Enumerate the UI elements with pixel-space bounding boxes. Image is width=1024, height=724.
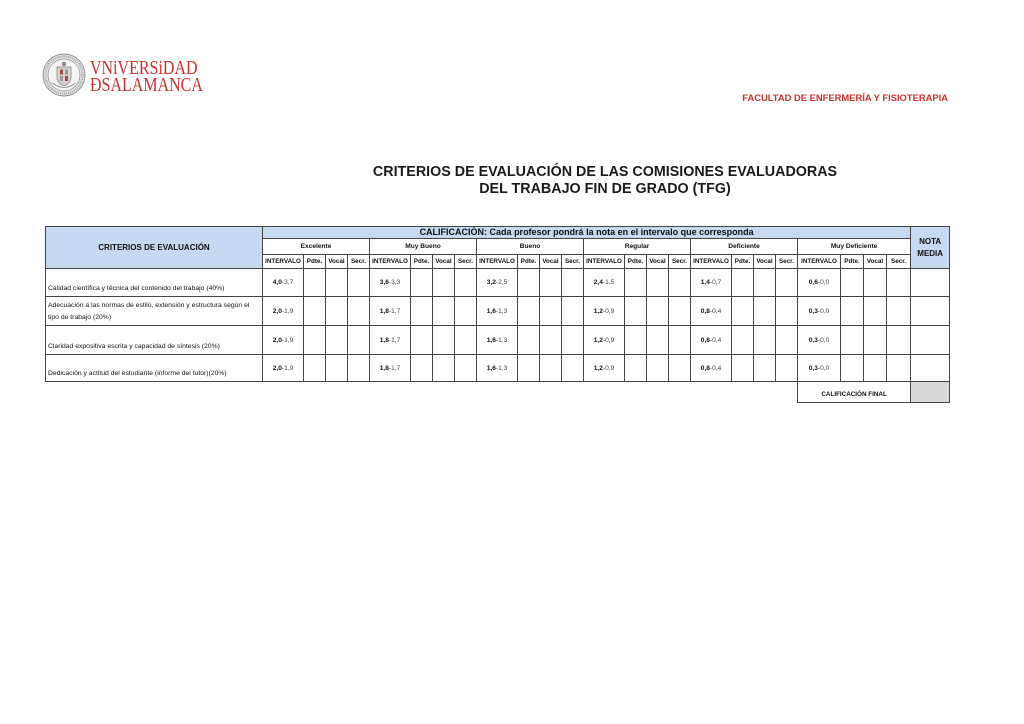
level-header-muy-bueno: Muy Bueno	[370, 239, 477, 255]
final-row-spacer	[46, 382, 798, 403]
grade-cell-secr	[669, 355, 691, 382]
subcolumn-header-pdte: Pdte.	[518, 255, 540, 269]
grade-cell-secr	[455, 297, 477, 326]
table-header	[46, 227, 950, 269]
interval-upper-value: 1,6	[486, 336, 496, 344]
grade-cell-secr	[776, 297, 798, 326]
subcolumn-header-secr: Secr.	[348, 255, 370, 269]
grade-cell-pdte	[732, 326, 754, 355]
grade-cell-secr	[348, 269, 370, 297]
subcolumn-header-vocal: Vocal	[433, 255, 455, 269]
grade-cell-pdte	[732, 269, 754, 297]
subcolumn-header-pdte: Pdte.	[625, 255, 647, 269]
grade-cell-pdte	[625, 269, 647, 297]
document-title	[355, 164, 855, 198]
interval-lower-value: -0,0	[817, 279, 830, 286]
interval-lower-value: -1,5	[602, 279, 615, 286]
grade-cell-vocal	[540, 355, 562, 382]
grade-cell-vocal	[433, 355, 455, 382]
interval-lower-value: -1,7	[388, 307, 401, 315]
interval-lower-value: -0,4	[709, 336, 722, 344]
grade-cell-vocal	[647, 326, 669, 355]
interval-cell	[798, 326, 841, 355]
level-header-excelente: Excelente	[263, 239, 370, 255]
grade-cell-pdte	[304, 326, 326, 355]
interval-cell	[798, 269, 841, 297]
calificacion-header: CALIFICACIÓN: Cada profesor pondrá la nota en el intervalo que corresponda	[263, 227, 911, 239]
interval-cell	[263, 269, 304, 297]
grade-cell-pdte	[625, 297, 647, 326]
interval-cell	[477, 326, 518, 355]
grade-cell-vocal	[540, 297, 562, 326]
grade-cell-vocal	[433, 297, 455, 326]
grade-cell-secr	[669, 326, 691, 355]
grade-cell-secr	[455, 355, 477, 382]
grade-cell-secr	[887, 355, 911, 382]
final-grade-label: CALIFICACIÓN FINAL	[798, 382, 911, 403]
wordmark-line-2: ÐSALAMANCA	[90, 74, 203, 96]
grade-cell-vocal	[326, 355, 348, 382]
title-line-2: DEL TRABAJO FIN DE GRADO (TFG)	[479, 181, 731, 197]
nota-media-cell	[911, 355, 950, 382]
grade-cell-secr	[562, 297, 584, 326]
interval-cell	[370, 269, 411, 297]
grade-cell-vocal	[864, 326, 887, 355]
interval-cell	[584, 326, 625, 355]
interval-upper-value: 3,6	[379, 279, 389, 286]
interval-upper-value: 2,0	[272, 364, 282, 372]
interval-lower-value: -1,7	[388, 364, 401, 372]
nota-media-cell	[911, 326, 950, 355]
interval-upper-value: 2,4	[593, 279, 603, 286]
criteria-column-header: CRITERIOS DE EVALUACIÓN	[46, 227, 263, 269]
evaluation-criteria-table	[45, 226, 950, 403]
subcolumn-header-vocal: Vocal	[540, 255, 562, 269]
grade-cell-pdte	[841, 355, 864, 382]
interval-upper-value: 0,8	[700, 336, 710, 344]
interval-upper-value: 3,2	[486, 279, 496, 286]
interval-cell	[691, 297, 732, 326]
grade-cell-vocal	[754, 297, 776, 326]
grade-cell-secr	[887, 326, 911, 355]
interval-lower-value: -0,9	[602, 364, 615, 372]
interval-lower-value: -2,5	[495, 279, 508, 286]
interval-lower-value: -0,9	[602, 307, 615, 315]
grade-cell-pdte	[625, 355, 647, 382]
nota-media-header: NOTA MEDIA	[911, 227, 950, 269]
grade-cell-vocal	[433, 269, 455, 297]
interval-lower-value: -1,3	[495, 364, 508, 372]
subcolumn-header-secr: Secr.	[562, 255, 584, 269]
grade-cell-pdte	[732, 355, 754, 382]
title-line-1: CRITERIOS DE EVALUACIÓN DE LAS COMISIONES EVALUADORAS	[372, 164, 838, 180]
criterion-label: Adecuación a las normas de estilo, extensión y estructura según el tipo de trabajo (20%)	[46, 297, 263, 326]
subcolumn-header-vocal: Vocal	[864, 255, 887, 269]
interval-upper-value: 0,3	[808, 307, 818, 315]
interval-upper-value: 1,8	[379, 307, 389, 315]
interval-upper-value: 1,2	[593, 364, 603, 372]
final-grade-cell	[911, 382, 950, 403]
interval-cell	[584, 269, 625, 297]
interval-lower-value: -1,9	[281, 364, 294, 372]
grade-cell-vocal	[754, 269, 776, 297]
grade-cell-vocal	[647, 355, 669, 382]
subcolumn-header-intervalo: INTERVALO	[477, 255, 518, 269]
grade-cell-secr	[776, 355, 798, 382]
grade-cell-secr	[562, 355, 584, 382]
interval-lower-value: -1,3	[495, 336, 508, 344]
grade-cell-vocal	[433, 326, 455, 355]
interval-lower-value: -0,9	[602, 336, 615, 344]
interval-cell	[477, 269, 518, 297]
interval-lower-value: -3,3	[388, 279, 401, 286]
subcolumn-header-intervalo: INTERVALO	[691, 255, 732, 269]
grade-cell-pdte	[411, 269, 433, 297]
subcolumn-header-intervalo: INTERVALO	[370, 255, 411, 269]
grade-cell-pdte	[841, 326, 864, 355]
grade-cell-pdte	[304, 355, 326, 382]
interval-cell	[691, 355, 732, 382]
grade-cell-pdte	[304, 269, 326, 297]
grade-cell-pdte	[518, 297, 540, 326]
grade-cell-pdte	[841, 269, 864, 297]
interval-lower-value: -0,4	[709, 307, 722, 315]
level-header-bueno: Bueno	[477, 239, 584, 255]
interval-lower-value: -0,0	[817, 336, 830, 344]
criterion-label: Calidad científica y técnica del contenido del trabajo (40%)	[46, 269, 263, 297]
interval-lower-value: -1,7	[388, 336, 401, 344]
interval-cell	[691, 269, 732, 297]
subcolumn-header-secr: Secr.	[669, 255, 691, 269]
grade-cell-vocal	[864, 297, 887, 326]
interval-upper-value: 1,2	[593, 307, 603, 315]
grade-cell-secr	[669, 297, 691, 326]
interval-upper-value: 1,6	[486, 364, 496, 372]
interval-upper-value: 0,3	[808, 336, 818, 344]
grade-cell-secr	[669, 269, 691, 297]
interval-upper-value: 0,6	[808, 279, 818, 286]
final-grade-row	[46, 382, 950, 403]
interval-cell	[798, 355, 841, 382]
subcolumn-header-pdte: Pdte.	[732, 255, 754, 269]
grade-cell-pdte	[411, 297, 433, 326]
interval-lower-value: -1,9	[281, 336, 294, 344]
interval-upper-value: 1,2	[593, 336, 603, 344]
interval-upper-value: 1,6	[486, 307, 496, 315]
subcolumn-header-secr: Secr.	[776, 255, 798, 269]
grade-cell-pdte	[841, 297, 864, 326]
grade-cell-secr	[776, 326, 798, 355]
table-body	[46, 269, 950, 403]
grade-cell-vocal	[647, 297, 669, 326]
level-header-regular: Regular	[584, 239, 691, 255]
interval-lower-value: -1,9	[281, 307, 294, 315]
interval-lower-value: -3,7	[281, 279, 294, 286]
grade-cell-pdte	[518, 326, 540, 355]
interval-cell	[263, 326, 304, 355]
interval-upper-value: 1,4	[700, 279, 710, 286]
interval-lower-value: -0,7	[709, 279, 722, 286]
grade-cell-vocal	[864, 355, 887, 382]
header-row-calificacion	[46, 227, 950, 239]
interval-cell	[798, 297, 841, 326]
interval-upper-value: 2,0	[272, 336, 282, 344]
grade-cell-secr	[776, 269, 798, 297]
interval-cell	[370, 355, 411, 382]
criterion-label: Dedicación y actitud del estudiante (informe del tutor)(20%)	[46, 355, 263, 382]
faculty-name: FACULTAD DE ENFERMERÍA Y FISIOTERAPIA	[742, 92, 948, 103]
wordmark-line-1: VNiVERSiDAD	[90, 57, 198, 79]
nota-media-cell	[911, 297, 950, 326]
grade-cell-vocal	[326, 297, 348, 326]
grade-cell-pdte	[518, 269, 540, 297]
subcolumn-header-intervalo: INTERVALO	[263, 255, 304, 269]
subcolumn-header-pdte: Pdte.	[411, 255, 433, 269]
grade-cell-pdte	[518, 355, 540, 382]
interval-upper-value: 0,3	[808, 364, 818, 372]
interval-cell	[263, 355, 304, 382]
university-wordmark	[90, 57, 203, 96]
criterion-row	[46, 269, 950, 297]
interval-cell	[584, 355, 625, 382]
interval-lower-value: -0,0	[817, 307, 830, 315]
interval-upper-value: 2,0	[272, 307, 282, 315]
subcolumn-header-vocal: Vocal	[754, 255, 776, 269]
interval-lower-value: -0,4	[709, 364, 722, 372]
interval-upper-value: 0,8	[700, 364, 710, 372]
interval-cell	[477, 297, 518, 326]
grade-cell-secr	[348, 326, 370, 355]
grade-cell-secr	[348, 355, 370, 382]
subcolumn-header-intervalo: INTERVALO	[584, 255, 625, 269]
criterion-row	[46, 355, 950, 382]
criterion-row	[46, 297, 950, 326]
grade-cell-secr	[562, 269, 584, 297]
grade-cell-vocal	[326, 326, 348, 355]
interval-upper-value: 4,0	[272, 279, 282, 286]
interval-upper-value: 1,8	[379, 336, 389, 344]
grade-cell-pdte	[411, 355, 433, 382]
interval-lower-value: -1,3	[495, 307, 508, 315]
level-header-muy-deficiente: Muy Deficiente	[798, 239, 911, 255]
grade-cell-vocal	[754, 355, 776, 382]
level-header-deficiente: Deficiente	[691, 239, 798, 255]
grade-cell-secr	[887, 269, 911, 297]
grade-cell-secr	[887, 297, 911, 326]
subcolumn-header-pdte: Pdte.	[841, 255, 864, 269]
grade-cell-vocal	[540, 269, 562, 297]
grade-cell-secr	[455, 326, 477, 355]
criterion-row	[46, 326, 950, 355]
interval-cell	[477, 355, 518, 382]
interval-cell	[691, 326, 732, 355]
interval-cell	[584, 297, 625, 326]
subcolumn-header-vocal: Vocal	[647, 255, 669, 269]
interval-upper-value: 0,8	[700, 307, 710, 315]
grade-cell-vocal	[540, 326, 562, 355]
subcolumn-header-intervalo: INTERVALO	[798, 255, 841, 269]
subcolumn-header-secr: Secr.	[455, 255, 477, 269]
criterion-label: Claridad expositiva escrita y capacidad de síntesis (20%)	[46, 326, 263, 355]
grade-cell-pdte	[304, 297, 326, 326]
subcolumn-header-pdte: Pdte.	[304, 255, 326, 269]
grade-cell-vocal	[864, 269, 887, 297]
grade-cell-secr	[455, 269, 477, 297]
grade-cell-vocal	[754, 326, 776, 355]
grade-cell-secr	[348, 297, 370, 326]
subcolumn-header-vocal: Vocal	[326, 255, 348, 269]
grade-cell-secr	[562, 326, 584, 355]
grade-cell-pdte	[625, 326, 647, 355]
grade-cell-pdte	[732, 297, 754, 326]
grade-cell-pdte	[411, 326, 433, 355]
grade-cell-vocal	[647, 269, 669, 297]
interval-cell	[370, 326, 411, 355]
grade-cell-vocal	[326, 269, 348, 297]
university-seal-logo	[42, 53, 86, 97]
subcolumn-header-secr: Secr.	[887, 255, 911, 269]
nota-media-cell	[911, 269, 950, 297]
interval-cell	[370, 297, 411, 326]
interval-lower-value: -0,0	[817, 364, 830, 372]
interval-cell	[263, 297, 304, 326]
interval-upper-value: 1,8	[379, 364, 389, 372]
